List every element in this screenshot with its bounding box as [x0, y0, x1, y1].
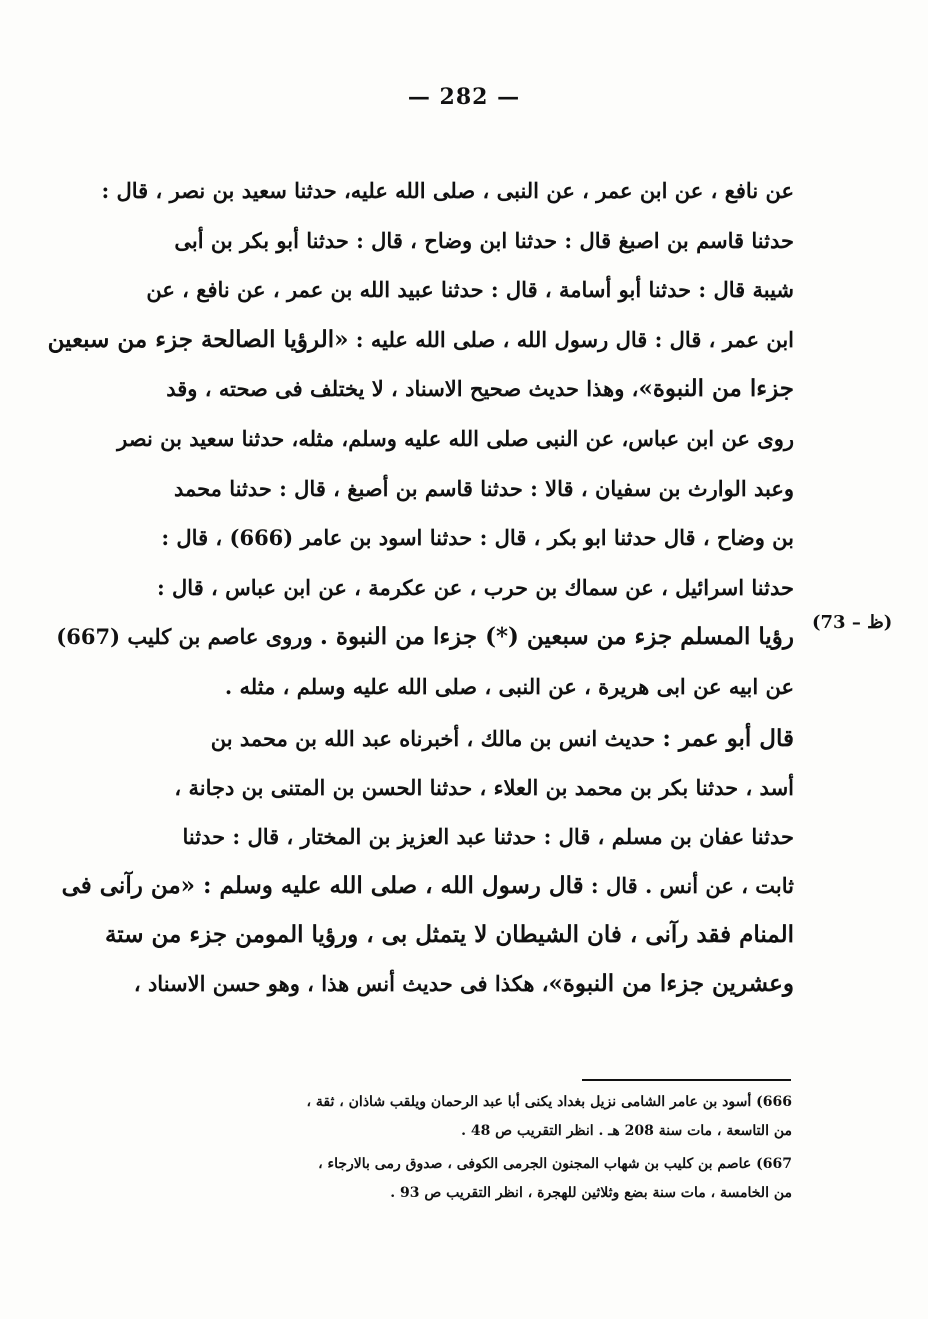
footnote-line: من الخامسة ، مات سنة بضع وثلاثين للهجرة ، انظر التقريب ص 93 . [390, 1185, 792, 1201]
text-line: بن وضاح ، قال حدثنا ابو بكر ، قال : حدثنا اسود بن عامر (666) ، قال : [161, 525, 794, 551]
footnote-line: 666) أسود بن عامر الشامى نزيل بغداد يكنى أبا عبد الرحمان ويلقب شاذان ، ثقة ، [306, 1094, 792, 1110]
hadith-quote: المنام فقد رآنى ، فان الشيطان لا يتمثل بى ، ورؤيا المومن جزء من ستة [104, 921, 794, 948]
footnote-666 [128, 1088, 792, 1146]
margin-reference: (73 – ظ) [812, 612, 893, 633]
footnote-line: 667) عاصم بن كليب بن شهاب المجنون الجرمى الكوفى ، صدوق رمى بالارجاء ، [318, 1156, 792, 1172]
hadith-quote: قال رسول الله ، صلى الله عليه وسلم : «من رآنى فى [61, 872, 584, 899]
text-line: رؤيا المسلم جزء من سبعين (*) جزءا من النبوة . وروى عاصم بن كليب (667) [56, 623, 794, 651]
text-line: حدثنا اسرائيل ، عن سماك بن حرب ، عن عكرمة ، عن ابن عباس ، قال : [156, 574, 794, 600]
text-line: عن نافع ، عن ابن عمر ، عن النبى ، صلى الله عليه، حدثنا سعيد بن نصر ، قال : [101, 178, 794, 203]
text-line: قال أبو عمر : حديث انس بن مالك ، أخبرناه عبد الله بن محمد بن [210, 725, 794, 752]
hadith-quote: رؤيا المسلم جزء من سبعين (*) جزءا من النبوة . [319, 623, 794, 651]
text-line: حدثنا عفان بن مسلم ، قال : حدثنا عبد العزيز بن المختار ، قال : حدثنا [182, 824, 794, 849]
text-line: روى عن ابن عباس، عن النبى صلى الله عليه وسلم، مثله، حدثنا سعيد بن نصر [117, 425, 794, 451]
text-line: حدثنا قاسم بن اصبغ قال : حدثنا ابن وضاح ، قال : حدثنا أبو بكر بن أبى [174, 227, 794, 253]
text-line: ثابت ، عن أنس . قال : قال رسول الله ، صلى الله عليه وسلم : «من رآنى فى [61, 872, 794, 899]
page-number: — 282 — [407, 84, 521, 110]
text-line: عن ابيه عن ابى هريرة ، عن النبى ، صلى الله عليه وسلم ، مثله . [224, 673, 794, 699]
text-line: ابن عمر ، قال : قال رسول الله ، صلى الله عليه : «الرؤيا الصالحة جزء من سبعين [47, 325, 794, 353]
text-line: جزءا من النبوة»، وهذا حديث صحيح الاسناد ، لا يختلف فى صحته ، وقد [166, 375, 794, 403]
text-line: أسد ، حدثنا بكر بن محمد بن العلاء ، حدثنا الحسن بن المتنى بن دجانة ، [174, 775, 794, 800]
hadith-quote: وعشرين جزءا من النبوة» [548, 970, 794, 997]
text-line: وعشرين جزءا من النبوة»، هكذا فى حديث أنس هذا ، وهو حسن الاسناد ، [133, 970, 794, 997]
main-paragraph-2 [61, 714, 794, 1008]
footnote-line: من التاسعة ، مات سنة 208 هـ . انظر التقريب ص 48 . [461, 1123, 792, 1139]
hadith-quote: «الرؤيا الصالحة جزء من سبعين [47, 325, 349, 353]
main-paragraph-1 [47, 166, 794, 712]
text-line [104, 910, 794, 959]
section-lead: قال أبو عمر : [662, 725, 794, 752]
footnotes [128, 1088, 792, 1208]
text-line: شيبة قال : حدثنا أبو أسامة ، قال : حدثنا عبيد الله بن عمر ، عن نافع ، عن [146, 277, 794, 303]
text-line: وعبد الوارث بن سفيان ، قالا : حدثنا قاسم بن أصبغ ، قال : حدثنا محمد [173, 475, 794, 501]
footnote-divider [582, 1079, 791, 1081]
footnote-667 [128, 1150, 792, 1208]
hadith-quote: جزءا من النبوة» [638, 375, 794, 403]
